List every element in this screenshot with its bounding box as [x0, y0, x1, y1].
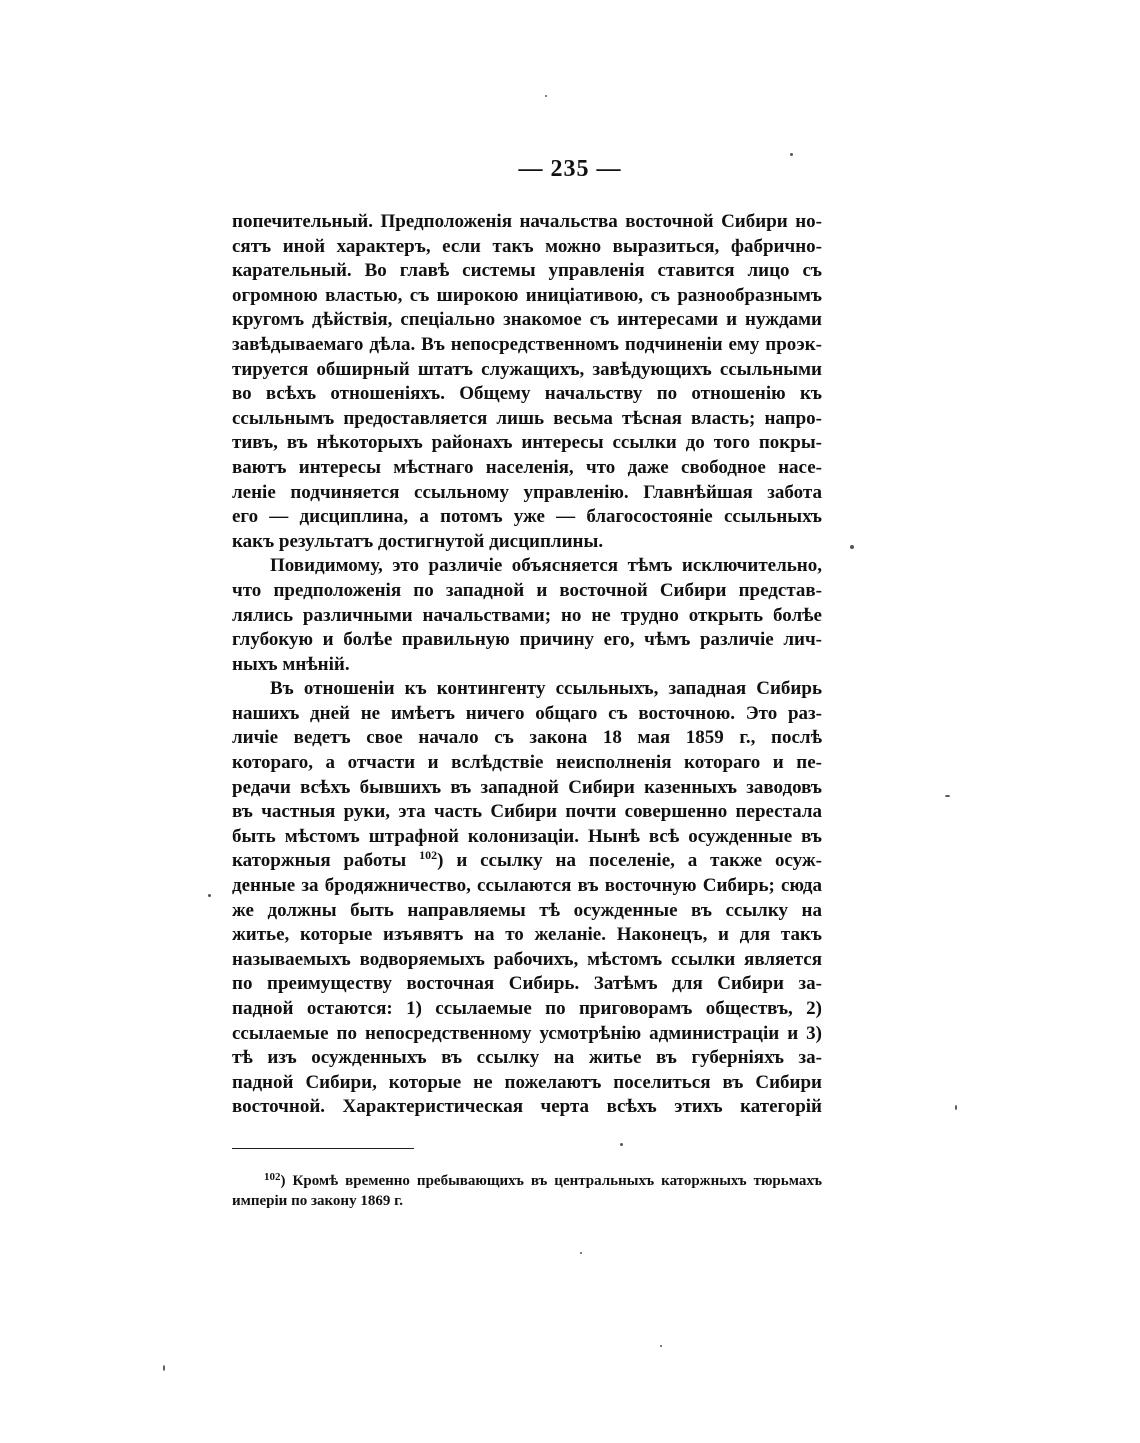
text-line: же должны быть направляемы тѣ осужденные въ ссылку на: [232, 899, 822, 921]
text-line: огромною властью, съ широкою иниціативою, съ разнообразнымъ: [232, 284, 822, 306]
text-line: въ частныя руки, эта часть Сибири почти совершенно перестала: [232, 801, 822, 823]
scan-speck: [208, 894, 211, 897]
footnote-line: имперіи по закону 1869 г.: [232, 1193, 403, 1209]
text-line: ссыльнымъ предоставляется лишь весьма тѣсная власть; напро-: [232, 407, 822, 429]
footnote: [232, 1171, 822, 1211]
text-line: ныхъ мнѣній.: [232, 653, 350, 675]
text-line: ссылаемые по непосредственному усмотрѣнію администраціи и 3): [232, 1022, 822, 1044]
text-line: что предположенія по западной и восточной Сибири представ-: [232, 579, 822, 601]
scan-speck: [163, 1365, 165, 1371]
text-line: во всѣхъ отношеніяхъ. Общему начальству по отношенію къ: [232, 383, 822, 405]
text-line: нашихъ дней не имѣетъ ничего общаго съ восточною. Это раз-: [232, 702, 822, 724]
text-line: восточной. Характеристическая черта всѣхъ этихъ категорій: [232, 1096, 822, 1118]
text-line: Повидимому, это различіе объясняется тѣмъ исключительно,: [270, 555, 822, 577]
scan-speck: [955, 1105, 957, 1110]
footnote-separator: [232, 1148, 414, 1149]
text-line: попечительный. Предположенія начальства восточной Сибири но-: [232, 211, 822, 232]
text-line: ваютъ интересы мѣстнаго населенія, что даже свободное насе-: [232, 456, 822, 478]
scan-speck: [945, 795, 950, 797]
footnote-marker: 102: [264, 1171, 281, 1183]
page-number: — 235 —: [518, 156, 622, 182]
body-text: [232, 210, 822, 1120]
scan-speck: [850, 545, 854, 549]
text-line: глубокую и болѣе правильную причину его, чѣмъ различіе лич-: [232, 629, 822, 651]
text-line: называемыхъ водворяемыхъ рабочихъ, мѣстомъ ссылки является: [232, 948, 822, 970]
text-line: леніе подчиняется ссыльному управленію. Главнѣйшая забота: [232, 481, 822, 503]
text-line: быть мѣстомъ штрафной колонизаціи. Нынѣ всѣ осужденные въ: [232, 825, 822, 847]
text-line: карательный. Во главѣ системы управленія ставится лицо съ: [232, 260, 822, 282]
footnote-reference: 102: [419, 848, 438, 863]
text-line: завѣдываемаго дѣла. Въ непосредственномъ подчиненіи ему проэк-: [232, 333, 822, 355]
text-line: котораго, а отчасти и вслѣдствіе неисполненія котораго и пе-: [232, 752, 822, 774]
scan-speck: [790, 153, 793, 156]
text-line: лялись различными начальствами; но не трудно открыть болѣе: [232, 604, 822, 626]
scan-speck: [660, 1345, 662, 1347]
text-line: падной остаются: 1) ссылаемые по приговорамъ обществъ, 2): [232, 998, 822, 1019]
text-line: падной Сибири, которые не пожелаютъ поселиться въ Сибири: [232, 1071, 822, 1093]
text-line: денные за бродяжничество, ссылаются въ восточную Сибирь; сюда: [232, 875, 822, 897]
text-line: личіе ведетъ свое начало съ закона 18 мая 1859 г., послѣ: [232, 727, 822, 749]
text-line: тивъ, въ нѣкоторыхъ районахъ интересы ссылки до того покры-: [232, 432, 822, 454]
text-line: редачи всѣхъ бывшихъ въ западной Сибири казенныхъ заводовъ: [232, 776, 822, 798]
text-line: тируется обширный штатъ служащихъ, завѣдующихъ ссыльными: [232, 358, 822, 380]
text-line: сятъ иной характеръ, если такъ можно выразиться, фабрично-: [232, 235, 822, 257]
footnote-line: $^{102}$) Кромѣ временно пребывающихъ въ центральныхъ каторжныхъ тюрьмахъ: [264, 1171, 822, 1189]
text-line: кругомъ дѣйствія, спеціально знакомое съ интересами и нуждами: [232, 309, 822, 331]
text-line: Въ отношеніи къ контингенту ссыльныхъ, западная Сибирь: [270, 678, 822, 700]
text-line: житье, которые изъявятъ на то желаніе. Наконецъ, и для такъ: [232, 924, 822, 946]
text-line: какъ результатъ достигнутой дисциплины.: [232, 530, 604, 552]
text-line: тѣ изъ осужденныхъ въ ссылку на житье въ губерніяхъ за-: [232, 1047, 822, 1069]
text-line: каторжныя работы $^{102}$) и ссылку на поселеніе, а также осуж-: [232, 848, 822, 872]
scan-speck: [620, 1143, 623, 1146]
text-line: его — дисциплина, а потомъ уже — благосостояніе ссыльныхъ: [232, 506, 822, 528]
scan-speck: [545, 95, 547, 97]
scan-speck: [580, 1252, 582, 1254]
text-line: по преимуществу восточная Сибирь. Затѣмъ для Сибири за-: [232, 973, 822, 995]
